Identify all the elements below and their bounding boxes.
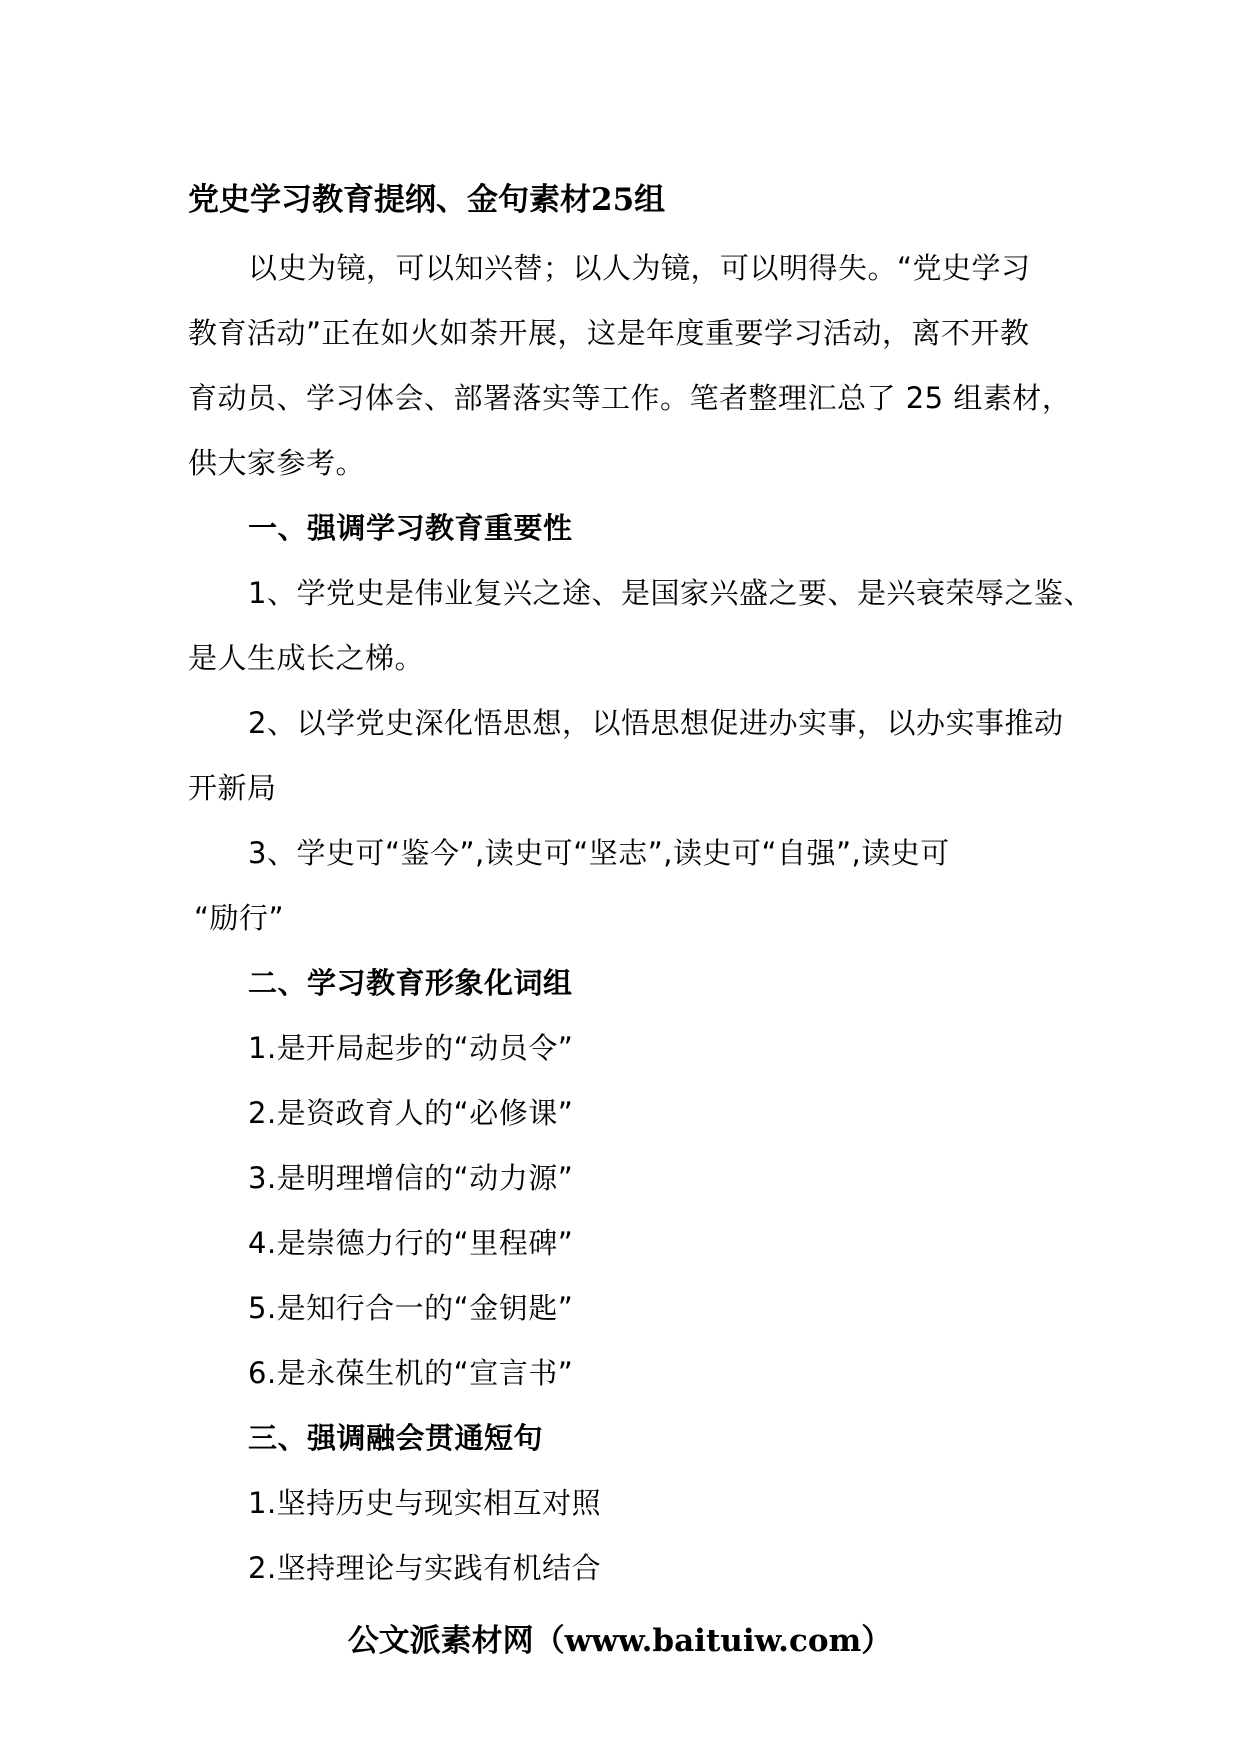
section-heading: 一、强调学习教育重要性 (248, 511, 573, 545)
list-item: 2.坚持理论与实践有机结合 (248, 1551, 602, 1585)
section-heading: 三、强调融会贯通短句 (248, 1421, 544, 1455)
section-2 (188, 951, 1088, 1406)
intro-line: 以史为镜，可以知兴替；以人为镜，可以明得失。“党史学习 (248, 251, 1031, 285)
list-item-line: “励行” (194, 901, 285, 935)
list-item: 1.是开局起步的“动员令” (248, 1031, 574, 1065)
list-item: 4.是崇德力行的“里程碑” (248, 1226, 574, 1260)
list-item-line: 开新局 (188, 771, 277, 805)
intro-line: 育动员、学习体会、部署落实等工作。笔者整理汇总了 25 组素材， (188, 381, 1072, 415)
list-item: 1.坚持历史与现实相互对照 (248, 1486, 602, 1520)
list-item: 3.是明理增信的“动力源” (248, 1161, 574, 1195)
list-item-line: 3、学史可“鉴今”,读史可“坚志”,读史可“自强”,读史可 (248, 836, 950, 870)
list-item-line: 是人生成长之梯。 (188, 641, 425, 675)
footer-watermark: 公文派素材网（www.baituiw.com） (347, 1623, 893, 1659)
list-item: 6.是永葆生机的“宣言书” (248, 1356, 574, 1390)
intro-line: 教育活动”正在如火如荼开展，这是年度重要学习活动，离不开教 (188, 316, 1030, 350)
section-3 (188, 1406, 1088, 1601)
intro-paragraph (188, 236, 1088, 496)
list-item: 2.是资政育人的“必修课” (248, 1096, 574, 1130)
intro-line: 供大家参考。 (188, 446, 366, 480)
list-item-line: 1、学党史是伟业复兴之途、是国家兴盛之要、是兴衰荣辱之鉴、 (248, 576, 1093, 610)
section-1 (188, 496, 1093, 951)
list-item-line: 2、以学党史深化悟思想，以悟思想促进办实事，以办实事推动 (248, 706, 1064, 740)
list-item: 5.是知行合一的“金钥匙” (248, 1291, 574, 1325)
document-title: 党史学习教育提纲、金句素材25组 (188, 182, 666, 218)
section-heading: 二、学习教育形象化词组 (248, 966, 573, 1000)
